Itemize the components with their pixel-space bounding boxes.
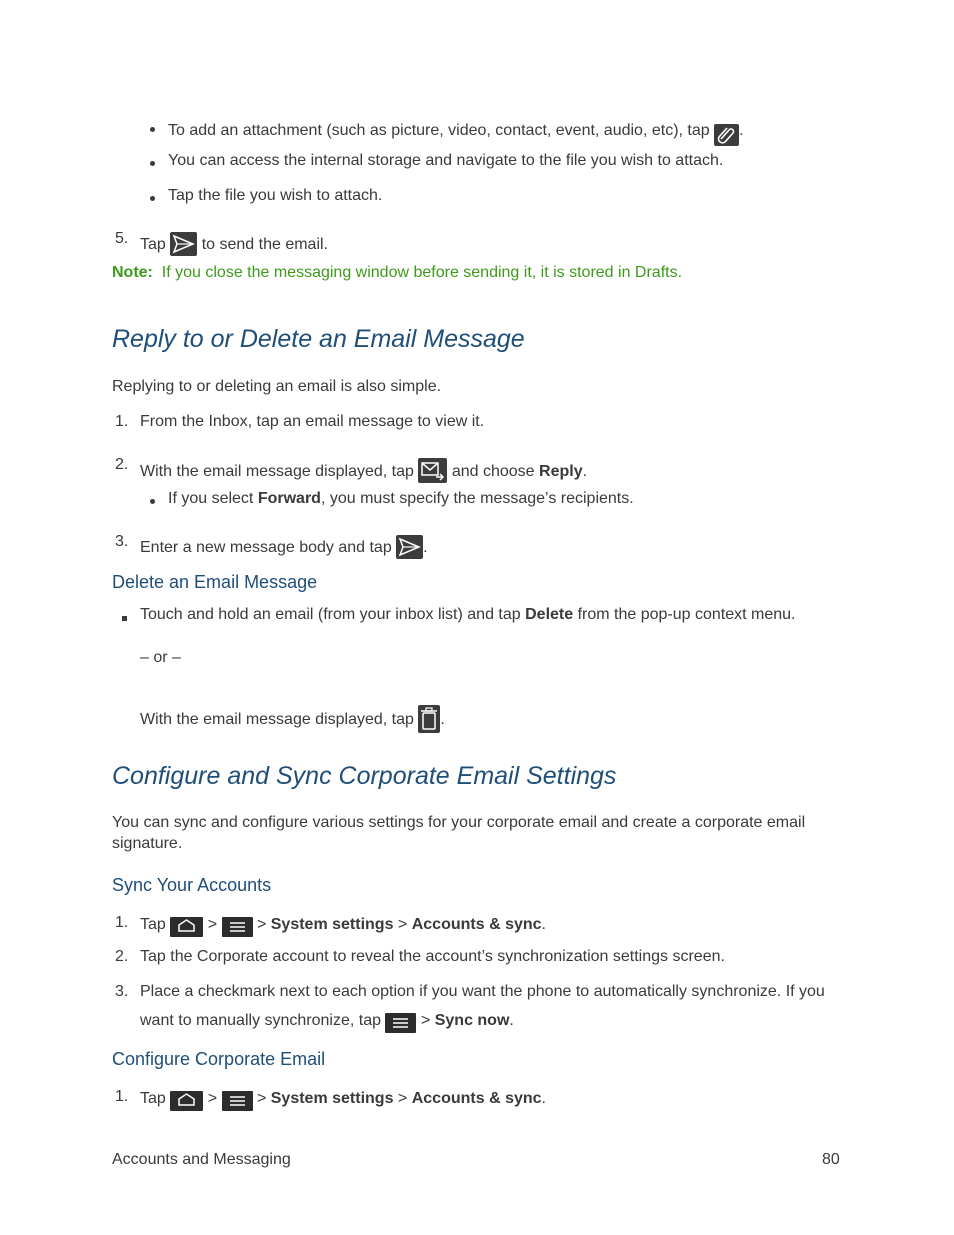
bullet-tap-file: Tap the file you wish to attach. [168,187,383,204]
footer-section-name: Accounts and Messaging [112,1151,291,1168]
subsection-title-delete: Delete an Email Message [112,572,318,592]
step-enter-body: Enter a new message body and tap . [140,533,428,557]
square-bullet [122,616,127,621]
section-intro-line1: You can sync and configure various settings for your corporate email and create a corporate email [112,814,806,831]
menu-icon [385,1013,416,1033]
bullet-dot [150,127,155,132]
or-separator: – or – [140,649,181,666]
send-icon [396,535,423,559]
step-send: Tap to send the email. [140,230,328,254]
paperclip-icon [714,124,739,146]
note-label: Note: [112,264,153,281]
step-checkmark-line1: Place a checkmark next to each option if you want the phone to automatically synchronize. If you [140,983,825,1000]
footer-page-number: 80 [822,1151,840,1168]
section-intro-line2: signature. [112,835,183,852]
bullet-delete: Touch and hold an email (from your inbox list) and tap Delete from the pop-up context menu. [140,606,796,623]
home-icon [170,917,203,937]
bullet-dot [150,161,155,166]
step-sync-tap-home: Tap > > System settings > Accounts & sync. [140,914,546,934]
menu-icon [222,1091,253,1111]
bullet-forward: If you select Forward, you must specify the message’s recipients. [168,490,634,507]
step-number: 3. [115,983,129,1000]
bullet-dot [150,196,155,201]
step-corporate-account: Tap the Corporate account to reveal the account’s synchronization settings screen. [140,948,725,965]
step-reply: With the email message displayed, tap and choose Reply. [140,456,587,481]
subsection-title-configure: Configure Corporate Email [112,1049,326,1069]
note-text: If you close the messaging window before sending it, it is stored in Drafts. [161,264,683,281]
alt-delete: With the email message displayed, tap . [140,701,445,729]
section-title-configure-sync: Configure and Sync Corporate Email Settings [112,762,617,790]
note [112,264,682,282]
menu-icon [222,917,253,937]
subsection-title-sync: Sync Your Accounts [112,875,272,895]
step-open-inbox: From the Inbox, tap an email message to view it. [140,413,485,430]
step-number: 3. [115,533,129,550]
step-configure-tap-home: Tap > > System settings > Accounts & sync. [140,1088,546,1108]
step-checkmark-line2: want to manually synchronize, tap > Sync now. [140,1010,514,1030]
bullet-dot [150,499,155,504]
step-number: 1. [115,914,129,931]
bullet-attachment: To add an attachment (such as picture, video, contact, event, audio, etc), tap . [168,118,744,140]
home-icon [170,1091,203,1111]
step-number: 2. [115,456,129,473]
step-number: 1. [115,413,129,430]
step-number: 1. [115,1088,129,1105]
section-title-reply-delete: Reply to or Delete an Email Message [112,325,525,353]
bullet-storage: You can access the internal storage and navigate to the file you wish to attach. [168,152,724,169]
send-icon [170,232,197,256]
section-intro: Replying to or deleting an email is also simple. [112,378,442,395]
trash-icon [418,705,440,733]
step-number: 5. [115,230,129,247]
step-number: 2. [115,948,129,965]
reply-icon [418,458,447,483]
